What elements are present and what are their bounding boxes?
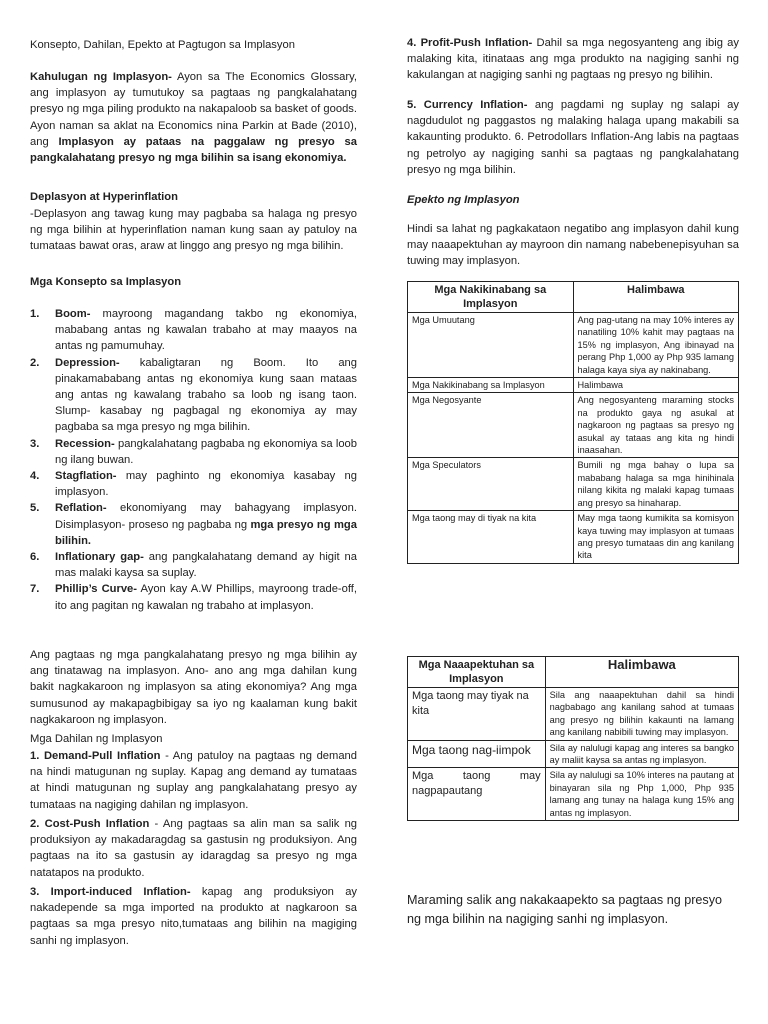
table-cell: Sila ay nalulugi sa 10% interes na pautang at binayaran sila ng Php 1,000, Php 935 lamang ang tunay na halaga kung 15% ang antas ng implasyon. — [545, 768, 738, 821]
list-item: 1. Boom- mayroong magandang takbo ng ekonomiya, mababang antas ng kawalan trabaho at may maayos na antas ng pamumuhay. — [30, 308, 357, 353]
kahulugan-text: Ayon sa The Economics Glossary, ang implasyon ay tumutukoy sa pagtaas ng pangkalahatang presyo ng mga piling produkto na nakapaloob sa basket of goods. Ayon naman sa aklat na Economics nina Parkin at Bade (2010), ang — [30, 71, 357, 148]
kahulugan-paragraph — [30, 69, 357, 166]
table-cell: Mga Nakikinabang sa Implasyon — [408, 378, 574, 393]
table-row — [408, 688, 739, 741]
table-header-row — [408, 282, 739, 313]
page-title: Konsepto, Dahilan, Epekto at Pagtugon sa Implasyon — [30, 39, 295, 51]
table-row — [408, 768, 739, 821]
konsepto-heading: Mga Konsepto sa Implasyon — [30, 276, 182, 288]
list-item: 7. Phillip’s Curve- Ayon kay A.W Phillips, mayroong trade-off, ito ang pagitan ng kawalan ng trabaho at implasyon. — [30, 583, 357, 612]
list-item: 2. Depression- kabaligtaran ng Boom. Ito ang pinakamababang antas ng ekonomiya kung saan mataas ang antas ng kawalang trabaho sa loob ng isang taon. Slump- kasabay ng pagbagal ng ekonomiya ay may pagbaba sa mga presyo ng mga bilihin. — [30, 356, 357, 434]
table-cell: Sila ay nalulugi kapag ang interes sa bangko ay maliit kaysa sa antas ng implasyon. — [545, 740, 738, 768]
list-item: 4. Stagflation- may paghinto ng ekonomiya kasabay ng implasyon. — [30, 470, 357, 499]
table-cell: Mga taong may di tiyak na kita — [408, 511, 574, 564]
table-header-row — [408, 657, 739, 688]
table-header: Mga Naaapektuhan sa Implasyon — [408, 657, 546, 688]
konsepto-list — [30, 306, 357, 614]
table-cell: Ang negosyanteng maraming stocks na produkto gaya ng asukal at nagkaroon ng pagtaas sa presyo ng asukal ay tataas ang kita ng hindi inaasahan. — [573, 393, 738, 458]
table-cell: Mga Negosyante — [408, 393, 574, 458]
table-cell: Ang pag-utang na may 10% interes ay nanatiling 10% kahit may pagtaas na 15% ng implasyon, Ang ibinayad na perang Php 1,000 ay Php 935 lamang halaga kaya siya ay nakinabang. — [573, 313, 738, 378]
table-cell: Halimbawa — [573, 378, 738, 393]
table-row — [408, 378, 739, 393]
conclusion-text: Maraming salik ang nakakaapekto sa pagtaas ng presyo ng mga bilihin na nagiging sanhi ng implasyon. — [407, 893, 723, 926]
table-cell: Mga taong nag-iimpok — [408, 740, 546, 768]
table-row — [408, 458, 739, 511]
table-header: Halimbawa — [573, 282, 738, 313]
table-cell: Sila ang naaapektuhan dahil sa hindi nagbabago ang kanilang sahod at tumaas ang presyo ng bilihin kakaunti na lamang ang kanilang nabibili tuwing may implasyon. — [545, 688, 738, 741]
dahilan-item: 1. Demand-Pull Inflation - Ang patuloy na pagtaas ng demand na hindi matugunan ng suplay. Kapag ang demand ay tumataas at hindi matugunan ng suplay ang pangkalahatang presyo ay tumataas na nagiging dahilan ng implasyon. — [30, 750, 358, 811]
table-row — [408, 393, 739, 458]
dahilan-item: 5. Currency Inflation- ang pagdami ng suplay ng salapi ay nagdudulot ng paggastos ng malaking halaga upang makabili sa kakaunting produkto. 6. Petrodollars Inflation-Ang labis na pagtaas ng petrolyo ay nagiging sanhi sa pagtaas ng pangkalahatang presyo ng mga bilihin. — [407, 99, 740, 176]
intro-dahilan: Ang pagtaas ng mga pangkalahatang presyo ng mga bilihin ay ang tinatawag na implasyon. Ano- ano ang mga dahilan kung bakit nagkakaroon ng implasyon sa ating ekonomiya? Ang mga sumusunod ay makapagbibigay sa iyo ng kaalaman kung bakit nagkakaroon ng implasyon. — [30, 649, 357, 726]
deplasyon-heading: Deplasyon at Hyperinflation — [30, 191, 178, 203]
table-row — [408, 511, 739, 564]
table-cell: Mga Speculators — [408, 458, 574, 511]
list-item: 5. Reflation- ekonomiyang may bahagyang implasyon. Disimplasyon- proseso ng pagbaba ng mga presyo ng mga bilihin. — [30, 502, 357, 547]
table-row — [408, 740, 739, 768]
list-item: 6. Inflationary gap- ang pangkalahatang demand ay higit na mas malaki kaysa sa suplay. — [30, 551, 357, 580]
table-cell: Bumili ng mga bahay o lupa sa mababang halaga sa mga hinihinala nilang kikita ng malaki kapag tumaas ang presyo sa hinaharap. — [573, 458, 738, 511]
table-cell: Mga taong may tiyak na kita — [408, 688, 546, 741]
dahilan-heading: Mga Dahilan ng Implasyon — [30, 733, 163, 745]
table-cell: Mga taong may nagpapautang — [408, 768, 546, 821]
kahulugan-heading: Kahulugan ng Implasyon- — [30, 71, 172, 83]
affected-table — [407, 656, 739, 821]
list-item: 3. Recession- pangkalahatang pagbaba ng ekonomiya sa loob ng ilang buwan. — [30, 437, 357, 466]
dahilan-item: 4. Profit-Push Inflation- Dahil sa mga negosyanteng ang ibig ay malaking kita, itinataas ang mga produkto na nagiging sanhi ng kakulangan at nagiging sanhi ng pagtaas ng presyo ng bilihin. — [407, 37, 739, 82]
epekto-text: Hindi sa lahat ng pagkakataon negatibo ang implasyon dahil kung may naaapektuhan ay mayroon din namang nabebenepisyuhan sa tuwing may implasyon. — [407, 223, 739, 268]
epekto-heading: Epekto ng Implasyon — [407, 194, 520, 206]
table-header: Mga Nakikinabang sa Implasyon — [408, 282, 574, 313]
table-cell: May mga taong kumikita sa komisyon kaya tuwing may implasyon at tumaas ang presyo tumataas din ang kanilang kita — [573, 511, 738, 564]
table-cell: Mga Umuutang — [408, 313, 574, 378]
table-row — [408, 313, 739, 378]
deplasyon-text: -Deplasyon ang tawag kung may pagbaba sa halaga ng presyo ng mga bilihin at hyperinflation naman kung saan ay patuloy na tumataas bawat oras, araw at linggo ang presyo ng mga bilihin. — [30, 208, 357, 253]
kahulugan-definition: Implasyon ay pataas na paggalaw ng presyo sa pangkalahatang presyo ng mga bilihin sa isang ekonomiya. — [30, 135, 357, 165]
dahilan-item: 2. Cost-Push Inflation - Ang pagtaas sa alin man sa salik ng produksiyon ay makadaragdag sa gastusin ng produksiyon. Ang pagtaas na ito sa gastusin ay idaragdag sa presyo ng mga natatapos na produkto. — [30, 818, 358, 879]
beneficiaries-table — [407, 281, 739, 564]
dahilan-item: 3. Import-induced Inflation- kapag ang produksiyon ay nakadepende sa mga imported na produkto at nagkaroon sa pagtaas sa mga presyo nito,tumataas ang bilihin na magiging sanhi ng implasyon. — [30, 886, 358, 947]
table-header: Halimbawa — [545, 657, 738, 688]
